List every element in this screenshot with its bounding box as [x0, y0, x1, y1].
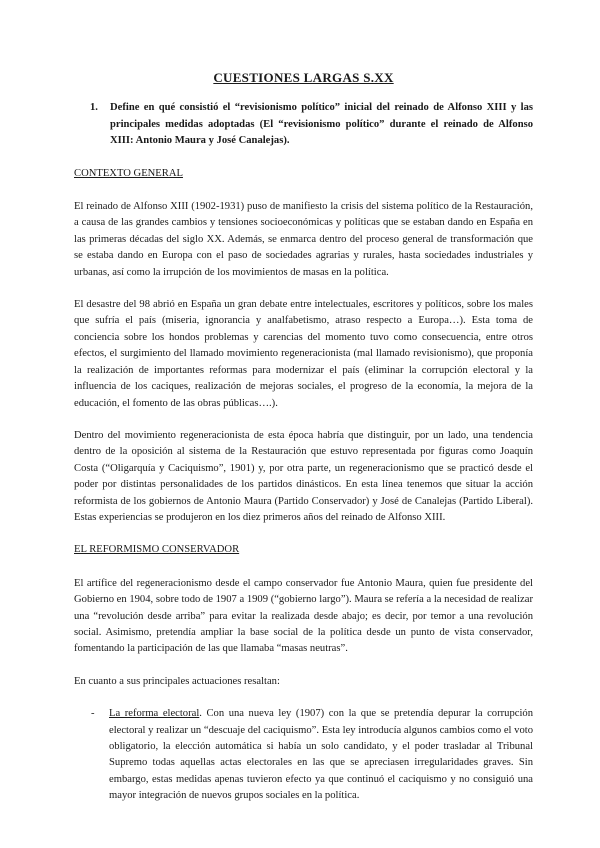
section-heading-reformismo: EL REFORMISMO CONSERVADOR — [74, 544, 240, 556]
paragraph: El desastre del 98 abrió en España un gran debate entre intelectuales, escritores y políticos, sobre los males que sufría el país (miseria, ignorancia y analfabetismo, atraso respecto a Europa…). Esta toma de conciencia sobre los hondos problemas y carencias del momento tuvo como consecuencia, entre otros efectos, el surgimiento del llamado movimiento regeneracionista (mal llamado revisionismo), que proponía la realización de importantes reformas para modernizar el país (eliminar la corrupción electoral y la influencia de los caciques, realización de mejoras sociales, el progreso de la economía, la mejora de la educación, el fomento de las obras públicas….). — [74, 299, 533, 409]
actions-list — [74, 706, 533, 804]
paragraph: En cuanto a sus principales actuaciones resaltan: — [74, 675, 280, 687]
paragraph: El artífice del regeneracionismo desde el campo conservador fue Antonio Maura, quien fue presidente del Gobierno en 1904, sobre todo de 1907 a 1909 (“gobierno largo”). Maura se refería a la necesidad de realizar una “revolución desde arriba” para evitar la realizada desde abajo; es decir, por temor a una revolución social. Asimismo, pretendía ampliar la base social de la política desde un punto de vista conservador, fomentando la participación de las que llamaba “masas neutras”. — [74, 577, 533, 655]
bullet-marker: - — [91, 708, 95, 720]
list-item — [74, 706, 533, 804]
bullet-text — [109, 706, 533, 804]
paragraph: Dentro del movimiento regeneracionista de esta época habría que distinguir, por un lado, una tendencia dentro de la oposición al sistema de la Restauración que estuvo representada por figuras como Joaquín Costa (“Oligarquía y Caciquismo”, 1901) y, por otra parte, un regeneracionismo que se practicó desde el poder por distintas personalidades de los partidos dinásticos. En esta línea tenemos que situar la acción reformista de los gobiernos de Antonio Maura (Partido Conservador) y José de Canalejas (Partido Liberal). Estas experiencias se produjeron en los diez primeros años del reinado de Alfonso XIII. — [74, 429, 533, 523]
bullet-label: La reforma electoral — [109, 708, 200, 720]
document-title: CUESTIONES LARGAS S.XX — [213, 70, 394, 85]
question-1 — [74, 100, 533, 149]
question-text: Define en qué consistió el “revisionismo político” inicial del reinado de Alfonso XIII y las principales medidas adoptadas (El “revisionismo político” durante el reinado de Alfonso XIII: Antonio Maura y José Canalejas). — [110, 102, 533, 147]
question-number: 1. — [90, 102, 98, 114]
section-heading-contexto: CONTEXTO GENERAL — [74, 167, 183, 179]
paragraph: El reinado de Alfonso XIII (1902-1931) puso de manifiesto la crisis del sistema político de la Restauración, a causa de las grandes cambios y tensiones socioeconómicas y políticas que se estaban dando en España en las primeras décadas del siglo XX. Además, se enmarca dentro del proceso general de transformación que se estaba dando en Europa con el paso de sociedades agrarias y rurales, hasta sociedades industriales y urbanas, así como la irrupción de los movimientos de masas en la política. — [74, 201, 533, 278]
bullet-body: . Con una nueva ley (1907) con la que se pretendía depurar la corrupción electoral y realizar un “descuaje del caciquismo”. Esta ley introducía algunos cambios como el voto obligatorio, la elección automática si había un solo candidato, y el poder trasladar al Tribunal Supremo todas aquellas actas electorales en las que se apreciasen irregularidades graves. Sin embargo, estas medidas apenas tuvieron efecto ya que continuó el caciquismo y no consiguió una mayor integración de nuevos grupos sociales en la política. — [109, 708, 533, 802]
